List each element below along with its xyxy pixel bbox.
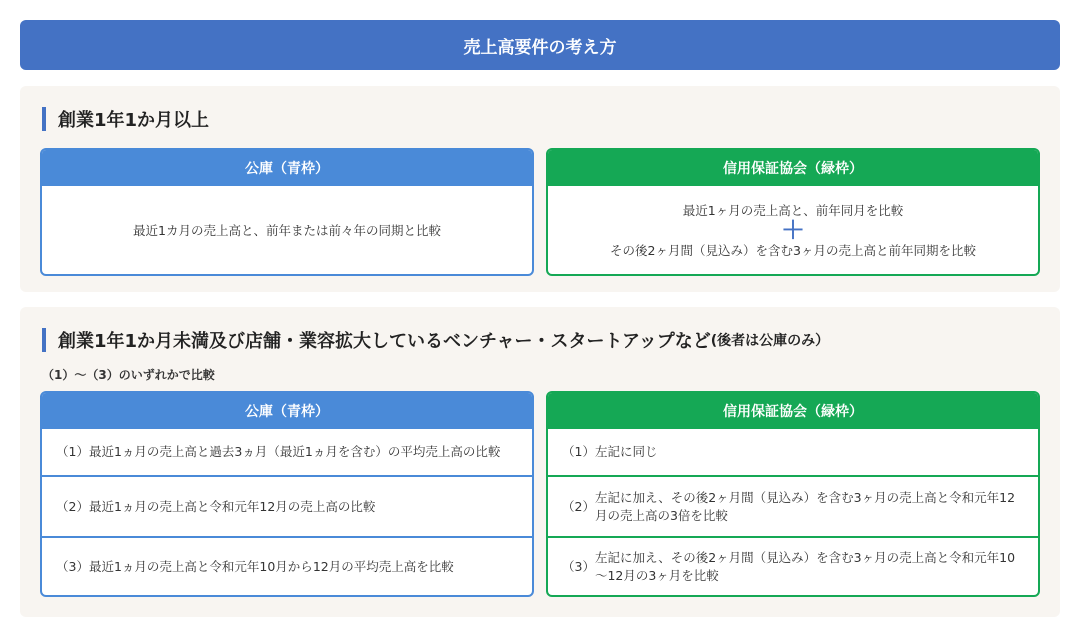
item-number: （2）	[56, 498, 89, 514]
item-text: 最近1ヵ月の売上高と令和元年12月の売上高の比較	[88, 498, 376, 514]
comparison-text-1: 最近1ヶ月の売上高と、前年同月を比較	[682, 203, 904, 218]
card-body	[548, 186, 1038, 274]
section-subnote: （1）～（3）のいずれかで比較	[42, 368, 215, 382]
public-bank-card	[40, 391, 534, 597]
item-number: （2）	[562, 498, 595, 514]
item-text: 最近1ヵ月の売上高と過去3ヵ月（最近1ヵ月を含む）の平均売上高の比較	[88, 444, 501, 459]
list-item	[42, 429, 532, 475]
page-title: 売上高要件の考え方	[20, 20, 1060, 70]
section-heading-text: 創業1年1か月未満及び店舗・業容拡大しているベンチャー・スタートアップなど	[58, 331, 711, 352]
item-number: （3）	[56, 558, 89, 574]
card-body	[42, 186, 532, 274]
public-bank-card	[40, 148, 534, 276]
comparison-text: 最近1カ月の売上高と、前年または前々年の同期と比較	[133, 223, 441, 238]
list-item	[42, 536, 532, 595]
list-item	[548, 475, 1038, 536]
item-text: 最近1ヵ月の売上高と令和元年10月から12月の平均売上高を比較	[88, 558, 454, 574]
card-header: 公庫（青枠）	[42, 393, 532, 429]
list-item	[548, 536, 1038, 595]
list-item	[548, 429, 1038, 475]
item-number: （1）	[56, 444, 89, 459]
card-header: 公庫（青枠）	[42, 150, 532, 186]
section-heading	[42, 107, 209, 131]
section-over-13-months	[20, 86, 1060, 292]
item-text: 左記に同じ	[594, 444, 658, 459]
item-number: （1）	[562, 444, 595, 459]
guarantee-association-card	[546, 148, 1040, 276]
guarantee-association-card	[546, 391, 1040, 597]
item-number: （3）	[562, 558, 595, 574]
section-heading	[42, 328, 829, 352]
card-header: 信用保証協会（緑枠）	[548, 393, 1038, 429]
section-under-13-months	[20, 307, 1060, 617]
card-header: 信用保証協会（緑枠）	[548, 150, 1038, 186]
comparison-text-2: その後2ヶ月間（見込み）を含む3ヶ月の売上高と前年同期を比較	[610, 243, 976, 258]
plus-icon: ＋	[781, 216, 805, 244]
section-heading-note: (後者は公庫のみ）	[710, 333, 830, 349]
section-heading-text: 創業1年1か月以上	[58, 110, 210, 131]
item-text: 左記に加え、その後2ヶ月間（見込み）を含む3ヶ月の売上高と令和元年12月の売上高の3倍を比較	[594, 489, 1016, 523]
item-text: 左記に加え、その後2ヶ月間（見込み）を含む3ヶ月の売上高と令和元年10～12月の3ヶ月を比較	[594, 549, 1016, 583]
list-item	[42, 475, 532, 536]
